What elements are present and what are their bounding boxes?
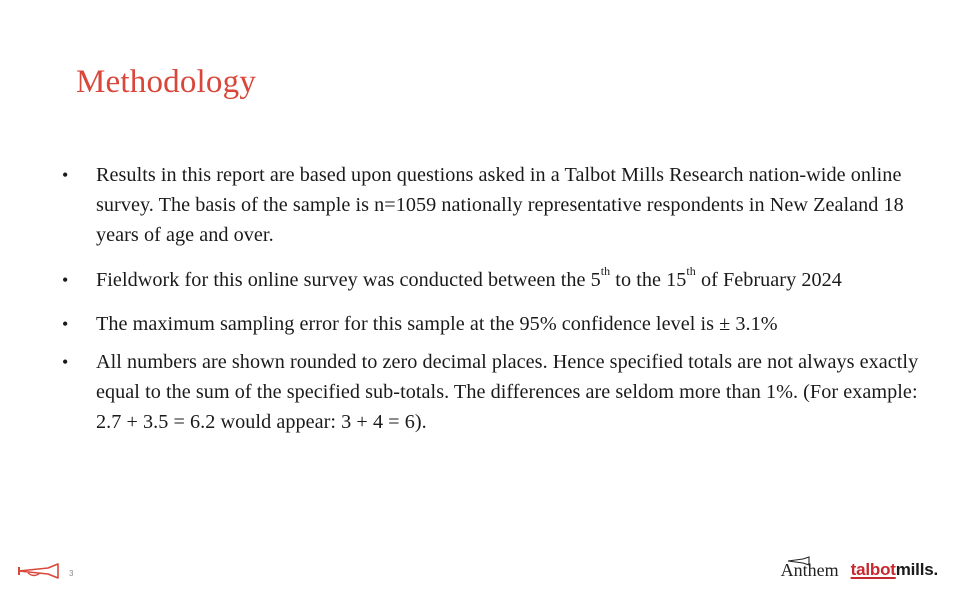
bullet-sample: • Results in this report are based upon questions asked in a Talbot Mills Research nation-wide online survey. The basis of the sample is n=1059 nationally representative respondents in New Zealand 18 years of age and over.: [62, 160, 922, 250]
fieldwork-text-3: of February 2024: [695, 269, 842, 291]
fieldwork-text-1: Fieldwork for this online survey was conducted between the 5: [96, 269, 601, 291]
footer-logos: [781, 552, 938, 580]
anthem-logo-text: Anthem: [780, 560, 839, 580]
fieldwork-sup-1: th: [600, 264, 611, 279]
bullet-sampling-error: • The maximum sampling error for this sample at the 95% confidence level is ± 3.1%: [62, 309, 922, 339]
anthem-logo: [781, 552, 839, 580]
talbot-logo-text: talbot: [850, 560, 896, 579]
fieldwork-sup-2: th: [686, 264, 696, 279]
anthem-trumpet-icon: [787, 550, 811, 570]
bullet-rounding: • All numbers are shown rounded to zero decimal places. Hence specified totals are not always exactly equal to the sum of the specified sub-totals. The differences are seldom more than 1%. (For example: 2.7 + 3.5 = 6.2 would appear: 3 + 4 = 6).: [62, 347, 922, 437]
page-title: Methodology: [76, 64, 257, 100]
page-number: 3: [69, 568, 74, 578]
talbotmills-logo: [851, 560, 938, 580]
trumpet-icon: [18, 563, 60, 583]
bullet-fieldwork: [62, 265, 922, 295]
fieldwork-text-2: to the 15: [610, 269, 687, 291]
footer-left: [18, 563, 73, 583]
mills-logo-text: mills.: [895, 560, 938, 579]
methodology-list: [62, 160, 922, 437]
